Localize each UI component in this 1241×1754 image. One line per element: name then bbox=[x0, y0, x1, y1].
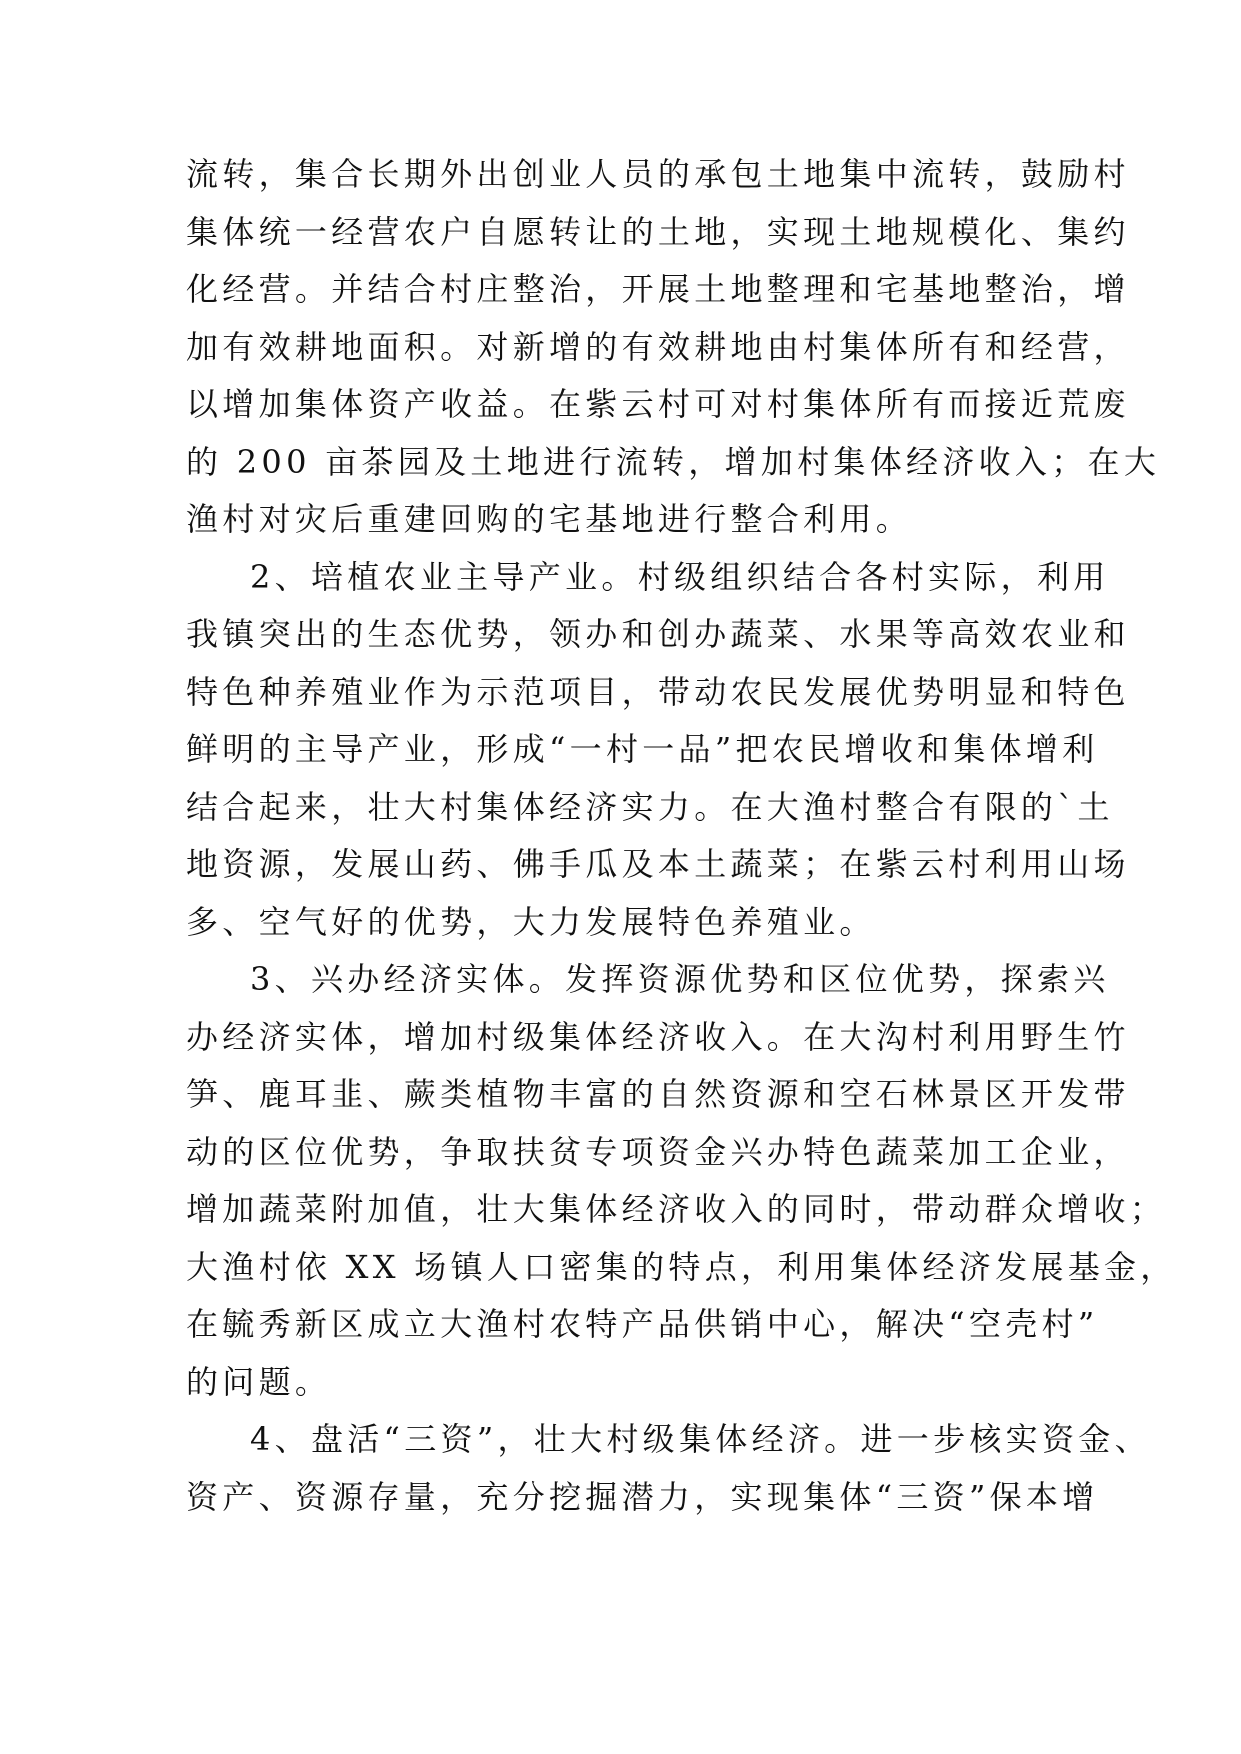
text-line: 流转，集合长期外出创业人员的承包土地集中流转，鼓励村 bbox=[186, 155, 1130, 193]
text-line: 化经营。并结合村庄整治，开展土地整理和宅基地整治，增 bbox=[186, 270, 1130, 308]
paragraph-economic-entities bbox=[186, 951, 1177, 1411]
text-line: 笋、鹿耳韭、蕨类植物丰富的自然资源和空石林景区开发带 bbox=[186, 1075, 1130, 1113]
text-line: 集体统一经营农户自愿转让的土地，实现土地规模化、集约 bbox=[186, 212, 1130, 251]
text-line: 的 200 亩茶园及土地进行流转，增加村集体经济收入；在大 bbox=[186, 442, 1161, 481]
text-line: 地资源，发展山药、佛手瓜及本土蔬菜；在紫云村利用山场 bbox=[186, 845, 1130, 883]
paragraph-agriculture-industry bbox=[186, 549, 1130, 952]
text-line: 加有效耕地面积。对新增的有效耕地由村集体所有和经营， bbox=[186, 327, 1130, 366]
text-line: 大渔村依 XX 场镇人口密集的特点，利用集体经济发展基金， bbox=[186, 1247, 1177, 1286]
paragraph-three-assets bbox=[186, 1411, 1151, 1526]
text-line: 3、兴办经济实体。发挥资源优势和区位优势，探索兴 bbox=[250, 960, 1110, 998]
text-line: 资产、资源存量，充分挖掘潜力，实现集体“三资”保本增 bbox=[186, 1477, 1099, 1516]
text-line: 的问题。 bbox=[186, 1362, 332, 1401]
text-line: 我镇突出的生态优势，领办和创办蔬菜、水果等高效农业和 bbox=[186, 615, 1130, 653]
text-line: 2、培植农业主导产业。村级组织结合各村实际，利用 bbox=[250, 557, 1110, 596]
text-line: 鲜明的主导产业，形成“一村一品”把农民增收和集体增利 bbox=[186, 730, 1099, 768]
text-line: 在毓秀新区成立大渔村农特产品供销中心，解决“空壳村” bbox=[186, 1305, 1099, 1343]
text-line: 特色种养殖业作为示范项目，带动农民发展优势明显和特色 bbox=[186, 672, 1130, 711]
text-line: 以增加集体资产收益。在紫云村可对村集体所有而接近荒废 bbox=[186, 385, 1130, 423]
text-line: 多、空气好的优势，大力发展特色养殖业。 bbox=[186, 902, 876, 941]
text-line: 4、盘活“三资”，壮大村级集体经济。进一步核实资金、 bbox=[250, 1420, 1151, 1458]
text-line: 动的区位优势，争取扶贫专项资金兴办特色蔬菜加工企业， bbox=[186, 1132, 1130, 1171]
text-line: 渔村对灾后重建回购的宅基地进行整合利用。 bbox=[186, 500, 913, 538]
text-line: 增加蔬菜附加值，壮大集体经济收入的同时，带动群众增收； bbox=[186, 1190, 1167, 1228]
text-line: 结合起来，壮大村集体经济实力。在大渔村整合有限的`土 bbox=[186, 787, 1114, 826]
document-body bbox=[186, 146, 1177, 1526]
paragraph-land-transfer bbox=[186, 146, 1161, 549]
text-line: 办经济实体，增加村级集体经济收入。在大沟村利用野生竹 bbox=[186, 1017, 1130, 1056]
